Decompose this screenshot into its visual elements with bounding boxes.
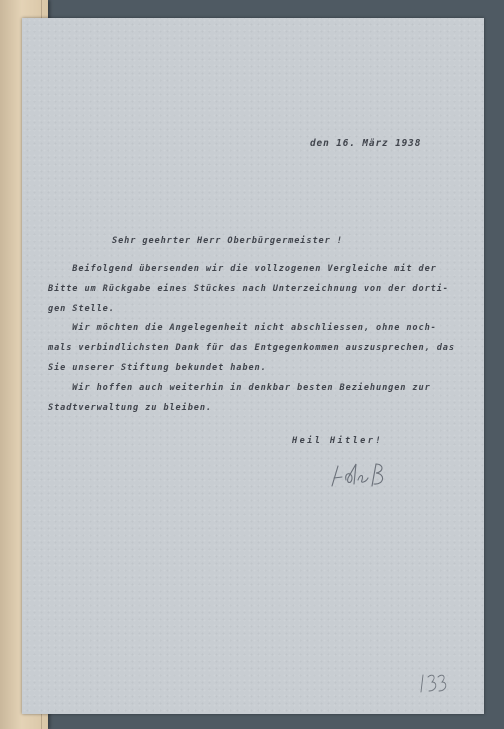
body-line: Sie unserer Stiftung bekundet haben. [48,363,267,373]
letter-closing: Heil Hitler! [292,436,383,446]
body-line: mals verbindlichsten Dank für das Entgegenkommen auszusprechen, das [48,343,455,353]
letter-date: den 16. März 1938 [310,138,422,149]
handwritten-signature [322,458,392,492]
archive-page-number [418,672,450,694]
body-line: Wir hoffen auch weiterhin in denkbar besten Beziehungen zur [48,383,431,393]
body-line: Beifolgend übersenden wir die vollzogenen Vergleiche mit der [48,264,437,274]
letter-salutation: Sehr geehrter Herr Oberbürgermeister ! [112,236,343,246]
body-line: Bitte um Rückgabe eines Stückes nach Unterzeichnung von der dorti- [48,284,449,294]
body-line: Stadtverwaltung zu bleiben. [48,403,212,413]
body-line: Wir möchten die Angelegenheit nicht abschliessen, ohne noch- [48,323,437,333]
body-line: gen Stelle. [48,304,115,314]
letter-page [22,18,484,714]
